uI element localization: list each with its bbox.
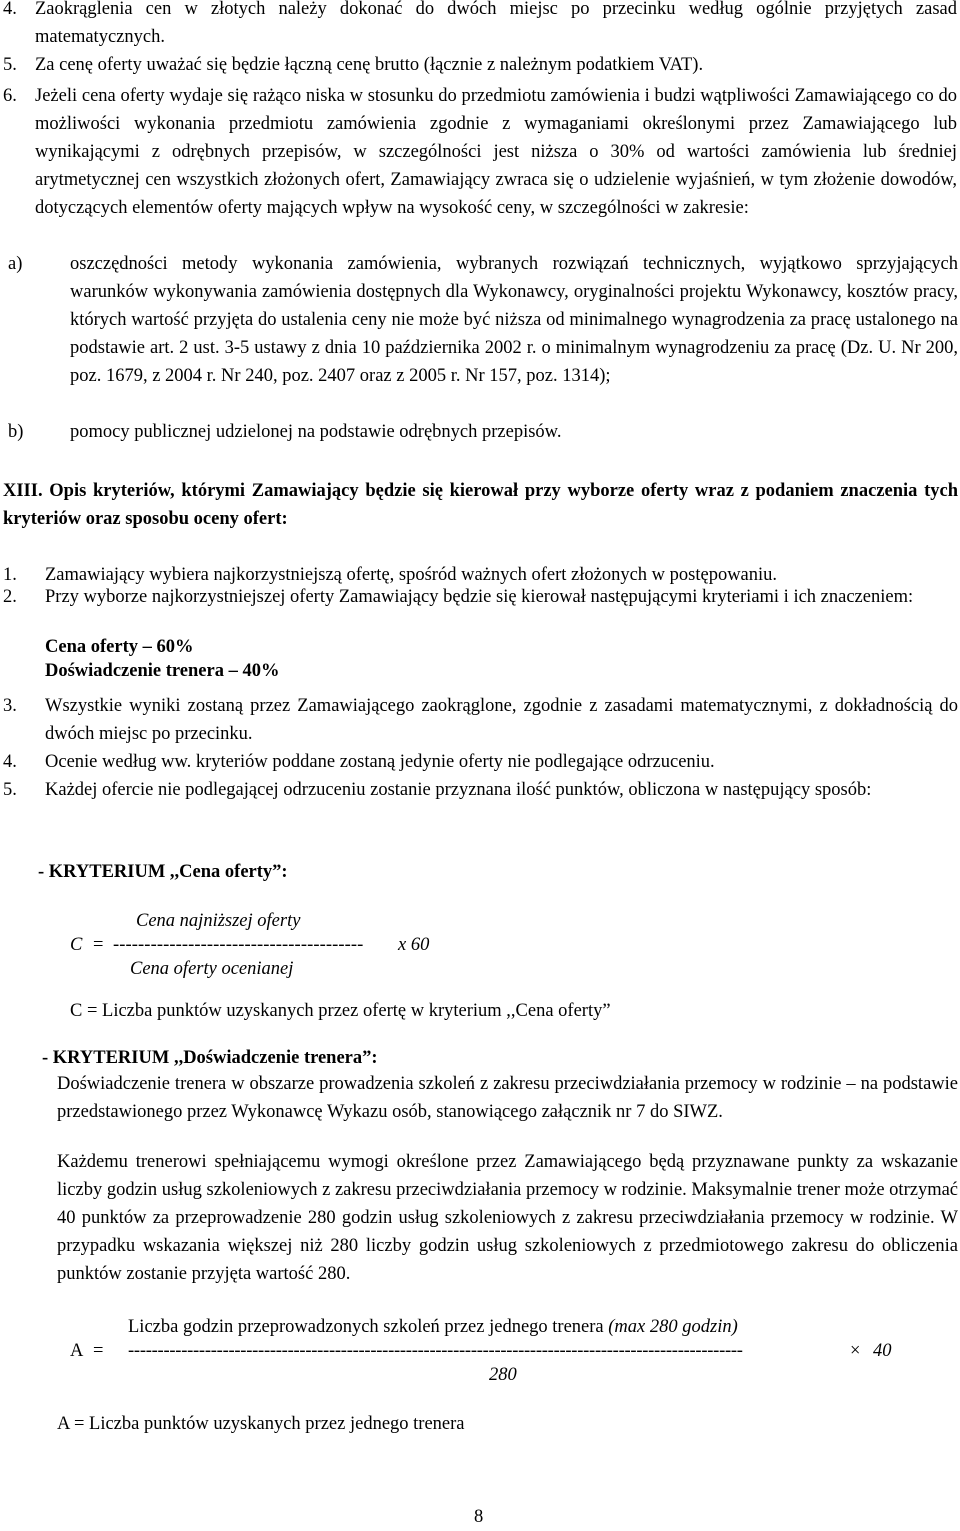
heading-dash: - [42, 1048, 53, 1068]
criterion-experience-weight: Doświadczenie trenera – 40% [45, 661, 280, 681]
price-formula-multiplier: x 60 [398, 935, 430, 955]
price-formula-legend: C = Liczba punktów uzyskanych przez ofertę w kryterium ,,Cena oferty” [70, 1001, 611, 1021]
price-formula-numerator: Cena najniższej oferty [136, 911, 301, 931]
price-formula-fraction-bar: ---------------------------------------- [113, 935, 364, 955]
price-formula-equals: = [93, 935, 104, 955]
experience-formula-legend: A = Liczba punktów uzyskanych przez jednego trenera [57, 1414, 465, 1434]
experience-formula-equals: = [93, 1341, 104, 1361]
experience-criterion-description: Doświadczenie trenera w obszarze prowadzenia szkoleń z zakresu przeciwdziałania przemocy w rodzinie – na podstawie przedstawionego przez Wykonawcę Wykazu osób, stanowiącego załącznik nr 7 do SIWZ. [57, 1074, 958, 1122]
public-aid-clause-text: pomocy publicznej udzielonej na podstawie odrębnych przepisów. [70, 422, 562, 442]
abnormally-low-price-paragraph: Jeżeli cena oferty wydaje się rażąco niska w stosunku do przedmiotu zamówienia i budzi wątpliwości Zamawiającego co do możliwości wykonania przedmiotu zamówienia zgodnie z wymaganiami określonymi przez Zamawiającego lub wynikającymi z odrębnych przepisów, w szczególności jest niższa o 30% od wartości zamówienia lub średniej arytmetycznej cen wszystkich złożonych ofert, Zamawiający zwraca się o udzielenie wyjaśnień, w tym złożenie dowodów, dotyczących elementów oferty mających wpływ na wysokość ceny, w szczególności w zakresie: [35, 86, 957, 218]
experience-formula-denominator: 280 [489, 1365, 517, 1385]
section-heading: XIII. Opis kryteriów, którymi Zamawiający będzie się kierował przy wyborze oferty wraz z podaniem znaczenia tych kryteriów oraz sposobu oceny ofert: [3, 481, 958, 529]
experience-formula-lhs: A [70, 1341, 84, 1361]
page-number: 8 [474, 1507, 484, 1527]
savings-clause-text: oszczędności metody wykonania zamówienia, wybranych rozwiązań technicznych, wyjątkowo sprzyjających warunków wykonywania zamówienia dostępnych dla Wykonawcy, oryginalności projektu Wykonawcy, kosztów pracy, których wartość przyjęta do ustalenia ceny nie może być niższa od minimalnego wynagrodzenia za pracę ustalonego na podstawie art. 2 ust. 3-5 ustawy z dnia 10 października 2002 r. o minimalnym wynagrodzeniu za pracę (Dz. U. Nr 200, poz. 1679, z 2004 r. Nr 240, poz. 2407 oraz z 2005 r. Nr 157, poz. 1314); [70, 254, 958, 386]
list-number: 3. [3, 696, 17, 716]
list-number: 4. [3, 0, 17, 19]
evaluation-scope-text: Ocenie według ww. kryteriów poddane zostaną jedynie oferty nie podlegające odrzuceniu. [45, 752, 715, 772]
times-icon: × [850, 1341, 861, 1361]
numerator-text: Liczba godzin przeprowadzonych szkoleń przez jednego trenera [128, 1317, 604, 1337]
experience-criterion-heading [42, 1044, 378, 1072]
abnormally-low-price-text [35, 82, 957, 222]
rounding-scores-text: Wszystkie wyniki zostaną przez Zamawiającego zaokrąglone, zgodnie z zasadami matematycznymi, z dokładnością do dwóch miejsc po przecinku. [45, 696, 958, 744]
list-letter: a) [8, 254, 23, 274]
list-number: 2. [3, 587, 17, 607]
price-formula-lhs: C [70, 935, 83, 955]
criterion-price-weight: Cena oferty – 60% [45, 637, 194, 657]
scoring-method-text: Każdej ofercie nie podlegającej odrzuceniu zostanie przyznana ilość punktów, obliczona w następujący sposób: [45, 780, 872, 800]
experience-formula-multiplier: 40 [873, 1341, 892, 1361]
experience-formula-fraction-bar: -------------------------------------------------------------------------------------------------------- [128, 1341, 743, 1361]
list-number: 6. [3, 86, 17, 106]
price-criterion-heading: - KRYTERIUM ,,Cena oferty”: [38, 862, 288, 882]
criteria-intro-text: Przy wyborze najkorzystniejszej oferty Zamawiający będzie się kierował następującymi kryteriami i ich znaczeniem: [45, 587, 914, 607]
list-number: 1. [3, 565, 17, 585]
list-letter: b) [8, 422, 24, 442]
heading-label: KRYTERIUM ,,Doświadczenie trenera”: [52, 1048, 378, 1068]
list-number: 5. [3, 780, 17, 800]
price-formula-denominator: Cena oferty ocenianej [130, 959, 294, 979]
price-definition-text: Za cenę oferty uważać się będzie łączną cenę brutto (łącznie z należnym podatkiem VAT). [35, 55, 704, 75]
selection-rule-text: Zamawiający wybiera najkorzystniejszą ofertę, spośród ważnych ofert złożonych w postępowaniu. [45, 565, 778, 585]
experience-scoring-paragraph: Każdemu trenerowi spełniającemu wymogi określone przez Zamawiającego będą przyznawane punkty za wskazanie liczby godzin usług szkoleniowych z zakresu przeciwdziałania przemocy w rodzinie. Maksymalnie trener może otrzymać 40 punktów za przeprowadzenie 280 godzin usług szkoleniowych z zakresu przeciwdziałania przemocy w rodzinie. W przypadku wskazania większej niż 280 liczby godzin usług szkoleniowych z przedmiotowego zakresu do obliczenia punktów zostanie przyjęta wartość 280. [57, 1152, 959, 1284]
list-number: 5. [3, 55, 17, 75]
rounding-rule-text: Zaokrąglenia cen w złotych należy dokonać do dwóch miejsc po przecinku według ogólnie przyjętych zasad matematycznych. [35, 0, 957, 47]
list-number: 4. [3, 752, 17, 772]
numerator-cap: (max 280 godzin) [608, 1317, 738, 1337]
